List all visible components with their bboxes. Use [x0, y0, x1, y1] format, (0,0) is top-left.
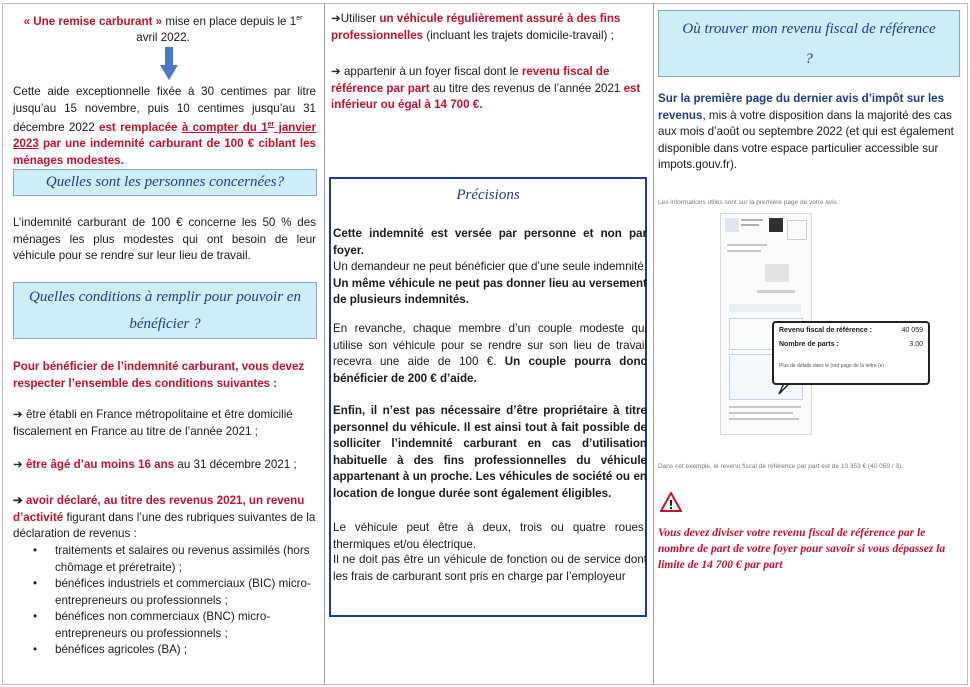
condition-vehicle [331, 11, 647, 44]
list-item: • bénéfices agricoles (BA) ; [55, 642, 316, 659]
doc-line [727, 244, 767, 246]
condition-household [331, 64, 647, 114]
doc-band [729, 304, 801, 312]
doc-line [729, 406, 801, 408]
doc-line [741, 219, 763, 221]
figure-caption-top: Les informations utiles sont sur la première page de votre avis : [658, 199, 841, 206]
vehicle-pre: Utiliser [340, 12, 380, 25]
prec-p1-bold: Cette indemnité est versée par personne et non par foyer. [333, 227, 647, 257]
list-item: • bénéfices industriels et commerciaux (BIC) micro-entrepreneurs ou professionnels ; [55, 576, 316, 609]
where-blue: Sur la première page du dernier avis d’impôt sur les revenus [658, 92, 945, 122]
aid-red1: est remplacée [99, 120, 182, 134]
warning-symbol: ! [668, 498, 674, 512]
where-paragraph [658, 91, 962, 174]
prec-p2-text: En revanche, chaque membre d’un couple modeste qui utilise son véhicule pour se rendre sur son lieu de travail recevra une aide de 100 €. [333, 322, 647, 368]
doc-line [741, 224, 759, 226]
doc-blur [765, 264, 789, 282]
aid-red-u2: janvier 2023 [13, 120, 316, 151]
rfr-callout [772, 321, 930, 385]
precisions-box [329, 177, 647, 617]
doc-line [727, 250, 761, 252]
arrow-right-icon: ➔ [331, 65, 341, 78]
column-right [654, 3, 967, 684]
aid-text: Cette aide exceptionnelle fixée à 30 centimes par litre jusqu’au 15 novembre, puis 10 centimes jusqu’au 31 décembre 2022 [13, 85, 316, 134]
list-item: • traitements et salaires ou revenus assimilés (hors chômage et préretraite) ; [55, 543, 316, 576]
conditions-intro: Pour bénéficier de l’indemnité carburant, vous devez respecter l’ensemble des conditions suivantes : [13, 360, 305, 390]
household-red: revenu fiscal de référence par part [331, 65, 610, 95]
arrow-right-icon: ➔ [13, 458, 23, 471]
heading-where: Où trouver mon revenu fiscal de référence ? [658, 10, 960, 77]
down-arrow-icon [160, 47, 178, 81]
prec-p1-bold2: Un même véhicule ne peut pas donner lieu au versement de plusieurs indemnités. [333, 276, 647, 306]
condition-3 [13, 493, 316, 543]
rfr-value: 40 059 [901, 327, 923, 334]
condition-1 [13, 407, 316, 440]
rfr-label: Revenu fiscal de référence : [779, 327, 872, 334]
household-pre: appartenir à un foyer fiscal dont le [340, 65, 522, 78]
arrow-right-icon: ➔ [13, 494, 23, 507]
heading-concerned: Quelles sont les personnes concernées? [13, 169, 317, 196]
prec-p2-bold: Un couple pourra donc bénéficier de 200 € d’aide. [333, 355, 647, 385]
republic-logo [725, 218, 739, 232]
aid-red2: par une indemnité carburant de 100 € ciblant les ménages modestes. [13, 137, 316, 167]
concerned-text: L’indemnité carburant de 100 € concerne les 50 % des ménages les plus modestes qui ont besoin de leur véhicule pour se rendre sur leur lieu de travail. [13, 216, 316, 262]
intro-paragraph [13, 11, 313, 47]
arrow-right-icon: ➔ [331, 12, 341, 25]
prec-p1-rest: Un demandeur ne peut bénéficier que d’une seule indemnité. [333, 260, 647, 273]
vehicle-red: un véhicule régulièrement assuré à des fins professionnelles [331, 12, 621, 42]
intro-rest: mise en place depuis le 1 [162, 14, 297, 28]
heading-conditions: Quelles conditions à remplir pour pouvoir en bénéficier ? [13, 282, 317, 339]
column-middle [325, 3, 654, 684]
household-red2: est inférieur ou égal à 14 700 €. [331, 81, 641, 111]
doc-line [757, 290, 795, 293]
precisions-p5: Il ne doit pas être un véhicule de fonction ou de service dont les frais de carburant sont pris en charge par l’employeur [333, 553, 647, 583]
doc-line [729, 412, 793, 414]
household-mid: au titre des revenus de l’année 2021 [429, 81, 624, 95]
revenue-list [13, 543, 316, 659]
condition-3-red: avoir déclaré, au titre des revenus 2021, un revenu d’activité [13, 494, 305, 524]
doc-line [729, 418, 799, 420]
doc-box [787, 220, 807, 240]
arrow-right-icon: ➔ [13, 408, 23, 421]
precisions-p2 [333, 321, 647, 387]
precisions-p4: Le véhicule peut être à deux, trois ou quatre roues, thermiques et/ou électrique. [333, 521, 647, 551]
where-rest: , mis à votre disposition dans la majorité des cas aux mois d’août ou septembre 2022 (et qui est également disponible dans votre espace particulier accessible sur impots.gouv.fr). [658, 108, 954, 171]
vehicle-rest: (incluant les trajets domicile-travail) ; [423, 28, 614, 42]
condition-2-rest: au 31 décembre 2021 ; [174, 458, 297, 471]
intro-end: avril 2022. [136, 31, 190, 45]
condition-2 [13, 457, 316, 474]
intro-sup: er [296, 15, 303, 22]
condition-3-rest: figurant dans l’une des rubriques suivantes de la déclaration de revenus : [13, 510, 316, 540]
list-item: • bénéfices non commerciaux (BNC) micro-entrepreneurs ou professionnels ; [55, 609, 316, 642]
warning-icon [660, 492, 682, 512]
precisions-title: Précisions [456, 187, 520, 203]
callout-line3: Plus de détails dans le (ou) page de la lettre (e) [779, 363, 885, 369]
aid-paragraph [13, 84, 316, 169]
precisions-p1 [333, 226, 647, 309]
parts-label: Nombre de parts : [779, 341, 839, 348]
qr-code [769, 218, 783, 232]
figure-caption-bottom: Dans cet exemple, le revenu fiscal de référence par part est de 13 353 € (40 059 / 3). [658, 463, 903, 470]
intro-lead: « Une remise carburant » [23, 14, 163, 28]
condition-1-text: être établi en France métropolitaine et être domicilié fiscalement en France au titre de l’année 2021 ; [13, 408, 293, 438]
aid-red-sup: er [267, 121, 275, 128]
warning-text: Vous devez diviser votre revenu fiscal de référence par le nombre de part de votre foyer pour savoir si vous dépassez la limite de 14 700 € par part [658, 527, 946, 571]
condition-2-red: être âgé d’au moins 16 ans [25, 458, 175, 471]
aid-red-u: à compter du 1 [181, 120, 268, 134]
column-left [3, 3, 325, 684]
precisions-p3: Enfin, il n’est pas nécessaire d’être propriétaire à titre personnel du véhicule. Il est ainsi tout à fait possible de solliciter l’indemnité carburant en cas d’utilisation habituelle à des fins professionnelles du véhicule appartenant à un proche. Les véhicules de société ou en location de longue durée sont également éligibles. [333, 404, 647, 500]
parts-value: 3.00 [909, 341, 923, 348]
